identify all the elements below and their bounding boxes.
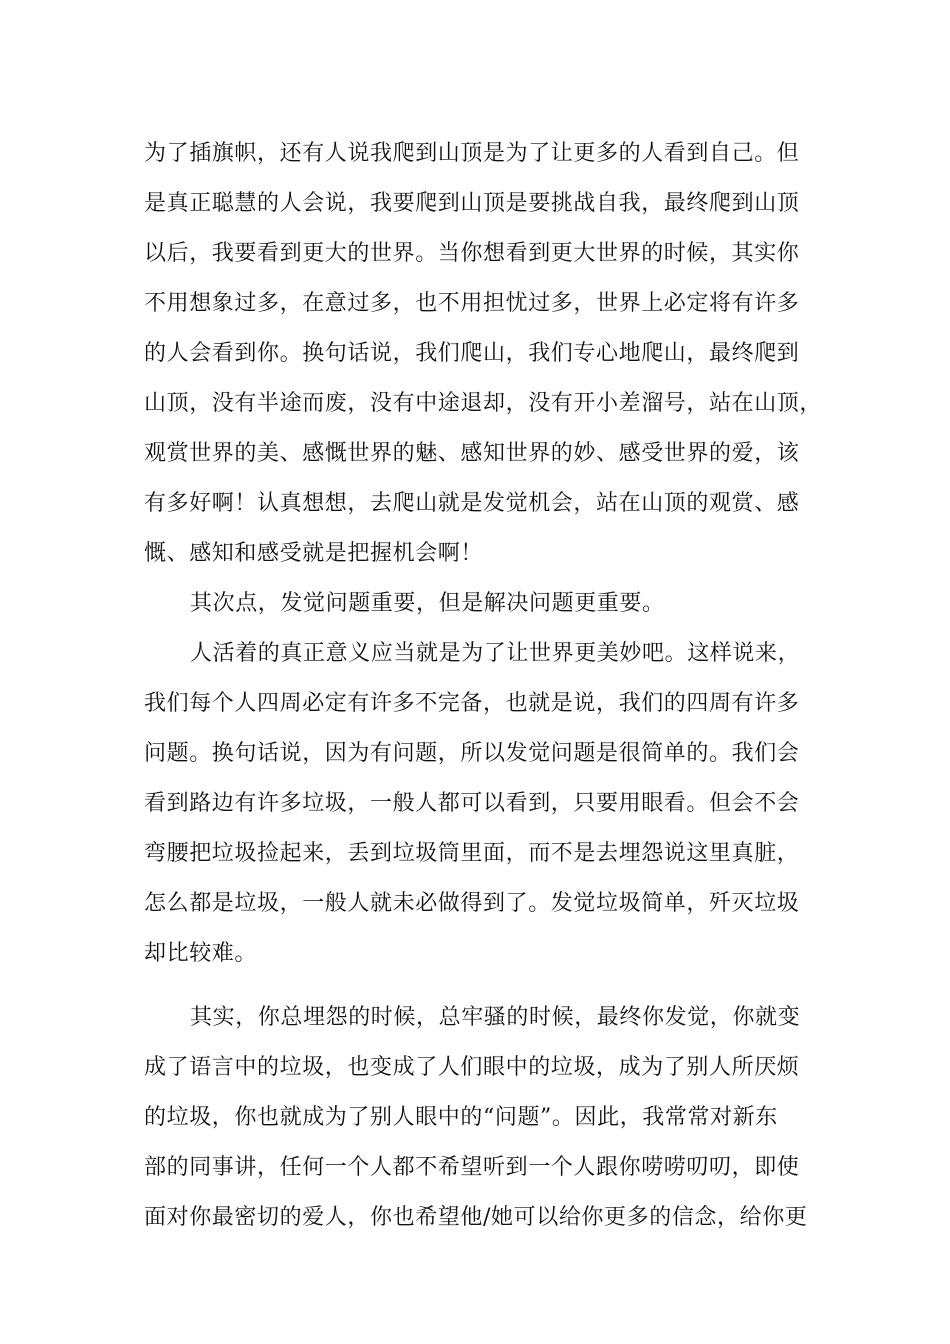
text-line: 部的同事讲，任何一个人都不希望听到一个人跟你唠唠叨叨，即使 <box>144 1155 800 1180</box>
text-line: 成了语言中的垃圾，也变成了人们眼中的垃圾，成为了别人所厌烦 <box>144 1055 800 1080</box>
text-line: 山顶，没有半途而废，没有中途退却，没有开小差溜号，站在山顶， <box>144 391 823 416</box>
text-line: 不用想象过多，在意过多，也不用担忧过多，世界上必定将有许多 <box>144 291 800 316</box>
text-line: 人活着的真正意义应当就是为了让世界更美妙吧。这样说来， <box>190 641 801 666</box>
text-line: 弯腰把垃圾捡起来，丢到垃圾筒里面，而不是去埋怨说这里真脏， <box>144 841 800 866</box>
text-line: 是真正聪慧的人会说，我要爬到山顶是要挑战自我，最终爬到山顶 <box>144 191 800 216</box>
text-line: 其实，你总埋怨的时候，总牢骚的时候，最终你发觉，你就变 <box>190 1005 801 1030</box>
text-line: 面对你最密切的爱人，你也希望他/她可以给你更多的信念，给你更 <box>144 1205 808 1230</box>
text-line: 却比较难。 <box>144 941 258 966</box>
paragraph-heading: 其次点，发觉问题重要，但是解决问题更重要。 <box>190 591 665 616</box>
text-line: 为了插旗帜，还有人说我爬到山顶是为了让更多的人看到自己。但 <box>144 141 800 166</box>
text-line: 观赏世界的美、感慨世界的魅、感知世界的妙、感受世界的爱，该 <box>144 441 800 466</box>
body-text <box>144 129 824 1243</box>
text-line: 的人会看到你。换句话说，我们爬山，我们专心地爬山，最终爬到 <box>144 341 800 366</box>
text-line: 我们每个人四周必定有许多不完备，也就是说，我们的四周有许多 <box>144 691 800 716</box>
text-line: 以后，我要看到更大的世界。当你想看到更大世界的时候，其实你 <box>144 241 800 266</box>
text-line: 慨、感知和感受就是把握机会啊！ <box>144 541 484 566</box>
text-line: 有多好啊！认真想想，去爬山就是发觉机会，站在山顶的观赏、感 <box>144 491 800 516</box>
text-line: 的垃圾，你也就成为了别人眼中的“问题”。因此，我常常对新东 <box>144 1105 778 1130</box>
text-line: 看到路边有许多垃圾，一般人都可以看到，只要用眼看。但会不会 <box>144 791 800 816</box>
paragraph-gap <box>144 979 824 993</box>
text-line: 怎么都是垃圾，一般人就未必做得到了。发觉垃圾简单，歼灭垃圾 <box>144 891 800 916</box>
text-line: 问题。换句话说，因为有问题，所以发觉问题是很简单的。我们会 <box>144 741 800 766</box>
